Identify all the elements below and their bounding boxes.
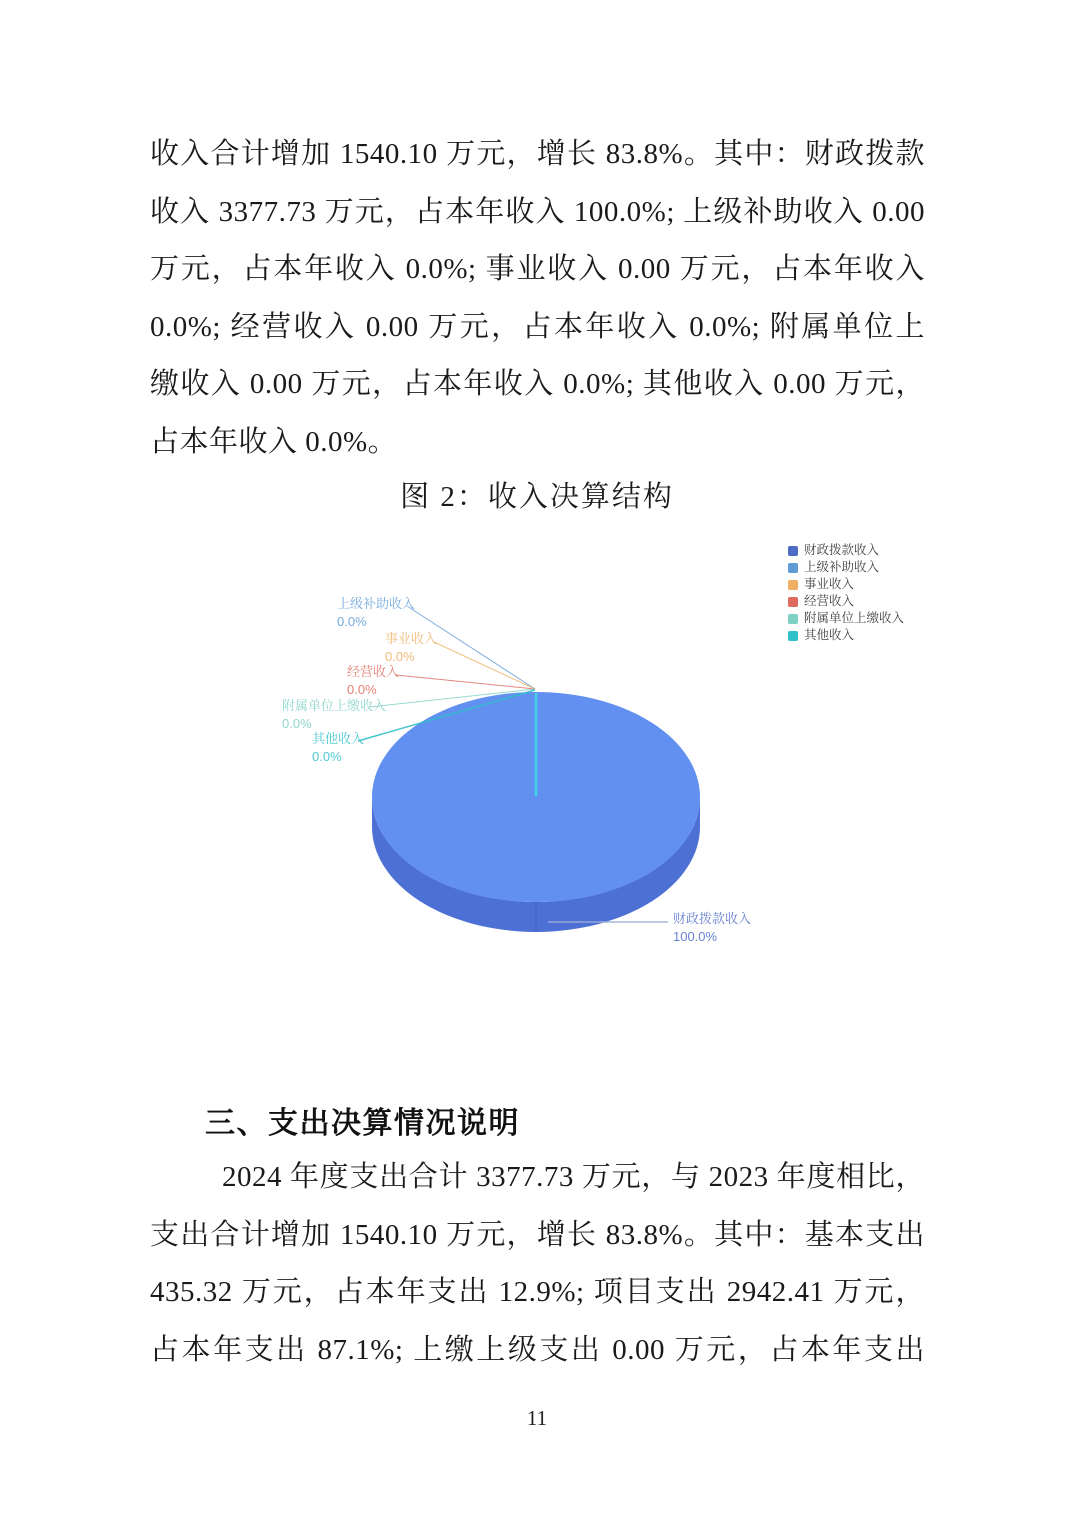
paragraph-line: 2024 年度支出合计 3377.73 万元，与 2023 年度相比，	[222, 1161, 925, 1193]
pie-label-pct: 0.0%	[282, 716, 312, 731]
legend-marker	[788, 597, 798, 607]
paragraph-line: 万元，占本年收入 0.0%; 事业收入 0.00 万元，占本年收入	[150, 253, 925, 285]
paragraph-line: 收入合计增加 1540.10 万元，增长 83.8%。其中：财政拨款	[150, 138, 925, 170]
income-pie-chart	[0, 530, 1074, 990]
pie-chart-canvas	[0, 530, 1074, 990]
legend-item	[788, 595, 904, 608]
paragraph-line: 占本年收入 0.0%。	[150, 425, 398, 458]
pie-label-qita	[312, 730, 364, 766]
pie-label-name: 附属单位上缴收入	[282, 698, 387, 713]
legend-label: 经营收入	[804, 594, 855, 608]
pie-label-shiye	[385, 630, 437, 666]
legend-marker	[788, 631, 798, 641]
leader-line-jingying	[396, 675, 535, 689]
legend-item	[788, 561, 904, 574]
legend-item	[788, 612, 904, 625]
legend-marker	[788, 614, 798, 624]
pie-label-caizhengbokuan	[673, 910, 751, 946]
legend-label: 其他收入	[804, 628, 855, 642]
income-paragraph	[150, 126, 925, 471]
chart-legend	[788, 544, 904, 642]
page-number: 11	[526, 1406, 548, 1430]
expenditure-paragraph	[150, 1149, 925, 1379]
legend-item	[788, 544, 904, 557]
legend-item	[788, 629, 904, 642]
pie-label-jingying	[347, 663, 399, 699]
pie-label-fushudanwei	[282, 697, 386, 733]
legend-marker	[788, 580, 798, 590]
pie-label-name: 财政拨款收入	[673, 911, 752, 926]
pie-label-pct: 0.0%	[312, 749, 342, 764]
legend-label: 上级补助收入	[804, 560, 880, 574]
paragraph-line: 435.32 万元，占本年支出 12.9%; 项目支出 2942.41 万元，	[150, 1276, 925, 1308]
legend-item	[788, 578, 904, 591]
legend-label: 财政拨款收入	[804, 543, 880, 557]
pie-label-pct: 0.0%	[337, 614, 367, 629]
legend-marker	[788, 546, 798, 556]
pie-label-pct: 0.0%	[385, 649, 415, 664]
leader-line-shiye	[434, 642, 535, 689]
paragraph-line: 占本年支出 87.1%; 上缴上级支出 0.00 万元，占本年支出	[150, 1333, 925, 1366]
paragraph-line: 0.0%; 经营收入 0.00 万元，占本年收入 0.0%; 附属单位上	[150, 310, 925, 343]
pie-label-name: 经营收入	[347, 664, 400, 679]
paragraph-line: 收入 3377.73 万元，占本年收入 100.0%; 上级补助收入 0.00	[150, 195, 925, 228]
paragraph-line: 缴收入 0.00 万元，占本年收入 0.0%; 其他收入 0.00 万元，	[150, 368, 925, 400]
legend-marker	[788, 563, 798, 573]
section-heading: 三、支出决算情况说明	[205, 1107, 520, 1140]
pie-label-name: 其他收入	[312, 731, 365, 746]
pie-label-name: 上级补助收入	[337, 596, 416, 611]
pie-label-name: 事业收入	[385, 631, 438, 646]
pie-label-shangjibuzhu	[337, 595, 415, 631]
pie-label-pct: 100.0%	[673, 929, 718, 944]
legend-label: 事业收入	[804, 577, 855, 591]
legend-label: 附属单位上缴收入	[804, 611, 905, 625]
paragraph-line: 支出合计增加 1540.10 万元，增长 83.8%。其中：基本支出	[150, 1218, 925, 1251]
figure-caption: 图 2：收入决算结构	[400, 481, 674, 513]
pie-label-pct: 0.0%	[347, 682, 377, 697]
